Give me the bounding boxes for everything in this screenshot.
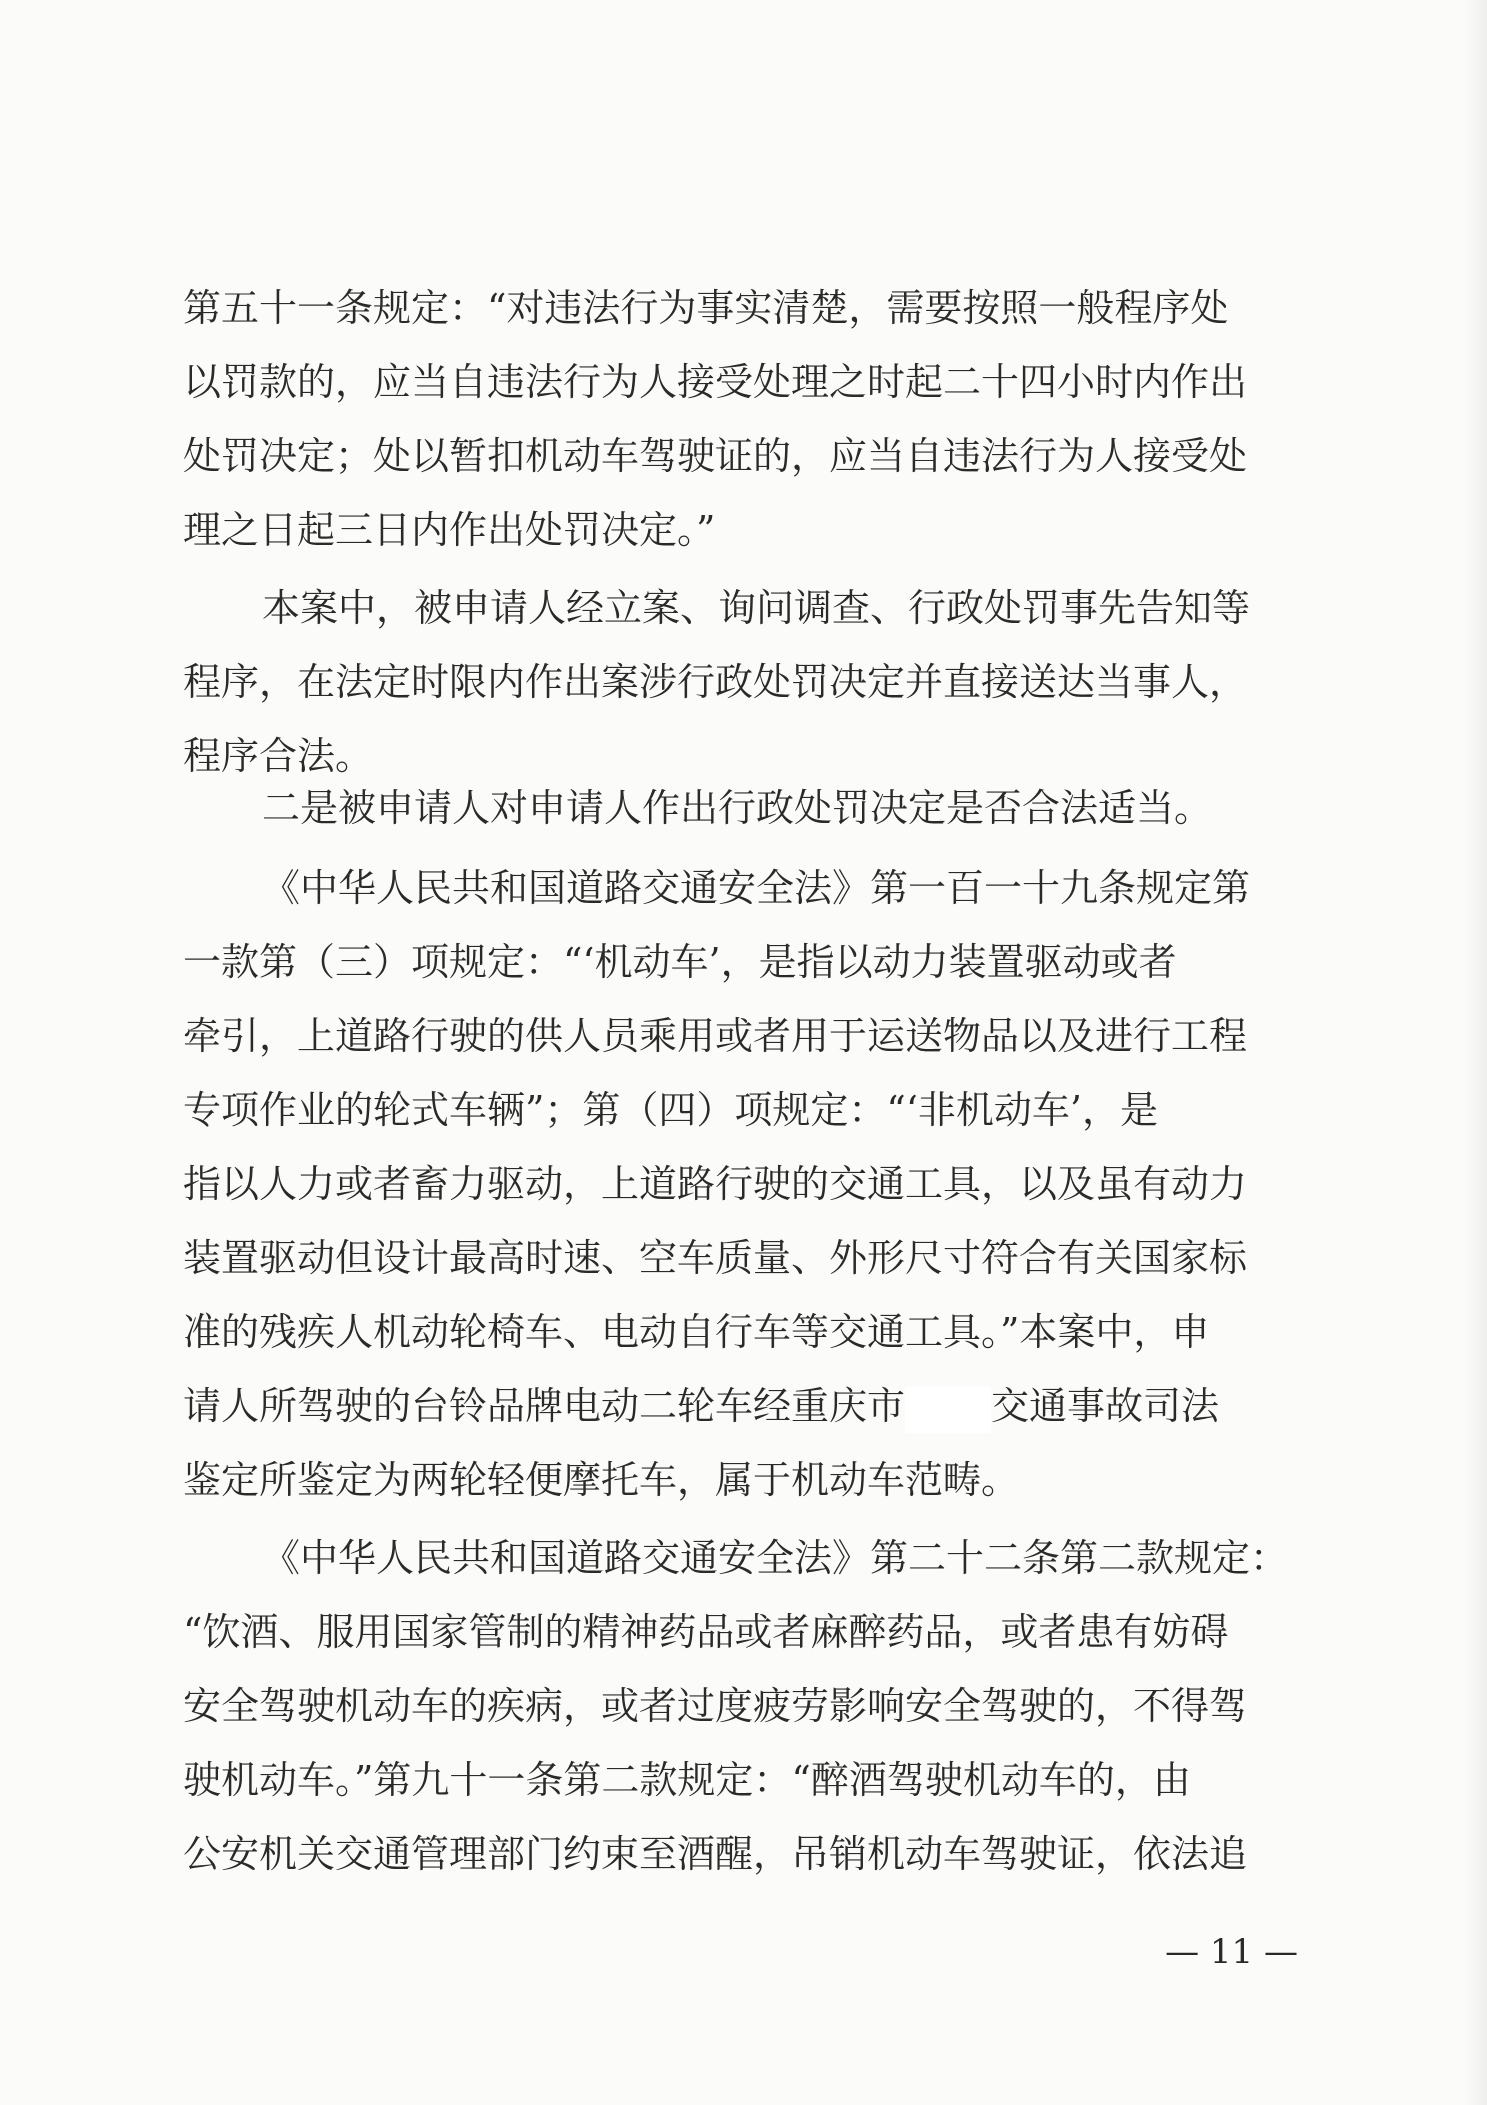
paragraph-line: 以罚款的，应当自违法行为人接受处理之时起二十四小时内作出 [183,360,1248,404]
paragraph-line-with-redaction [183,1376,1293,1436]
paragraph-line: “饮酒、服用国家管制的精神药品或者麻醉药品，或者患有妨碍 [183,1610,1229,1654]
paragraph-line: 安全驾驶机动车的疾病，或者过度疲劳影响安全驾驶的，不得驾 [183,1684,1248,1728]
redaction-block [905,1387,991,1433]
paragraph-line: 程序，在法定时限内作出案涉行政处罚决定并直接送达当事人， [183,660,1248,704]
paragraph-line: 第五十一条规定：“对违法行为事实清楚，需要按照一般程序处 [183,286,1229,330]
page-number: — 11 — [1165,1932,1298,1972]
paragraph-line: 驶机动车。”第九十一条第二款规定：“醉酒驾驶机动车的，由 [183,1758,1191,1802]
line-text-before-redaction: 请人所驾驶的台铃品牌电动二轮车经重庆市 [183,1384,906,1428]
paragraph-line: 程序合法。 [183,734,374,778]
paragraph-line: 专项作业的轮式车辆”；第（四）项规定：“‘非机动车’，是 [183,1088,1159,1132]
line-text-after-redaction: 交通事故司法 [991,1384,1220,1428]
paragraph-line: 准的残疾人机动轮椅车、电动自行车等交通工具。”本案中，申 [183,1310,1210,1354]
paragraph-line: 公安机关交通管理部门约束至酒醒，吊销机动车驾驶证，依法追 [183,1832,1248,1876]
paragraph-line: 装置驱动但设计最高时速、空车质量、外形尺寸符合有关国家标 [183,1236,1248,1280]
paragraph-line: 理之日起三日内作出处罚决定。” [183,508,716,552]
paragraph-line: 一款第（三）项规定：“‘机动车’，是指以动力装置驱动或者 [183,940,1177,984]
paragraph-line: 处罚决定；处以暂扣机动车驾驶证的，应当自违法行为人接受处 [183,434,1248,478]
paragraph-line: 鉴定所鉴定为两轮轻便摩托车，属于机动车范畴。 [183,1458,1020,1502]
page-edge-shadow [1465,0,1487,2105]
paragraph-line: 指以人力或者畜力驱动，上道路行驶的交通工具，以及虽有动力 [183,1162,1248,1206]
paragraph-line: 牵引，上道路行驶的供人员乘用或者用于运送物品以及进行工程 [183,1014,1248,1058]
section-heading-line: 二是被申请人对申请人作出行政处罚决定是否合法适当。 [262,786,1213,830]
paragraph-line: 本案中，被申请人经立案、询问调查、行政处罚事先告知等 [262,586,1251,630]
paragraph-line: 《中华人民共和国道路交通安全法》第一百一十九条规定第 [262,866,1251,910]
paragraph-line: 《中华人民共和国道路交通安全法》第二十二条第二款规定： [262,1536,1289,1580]
